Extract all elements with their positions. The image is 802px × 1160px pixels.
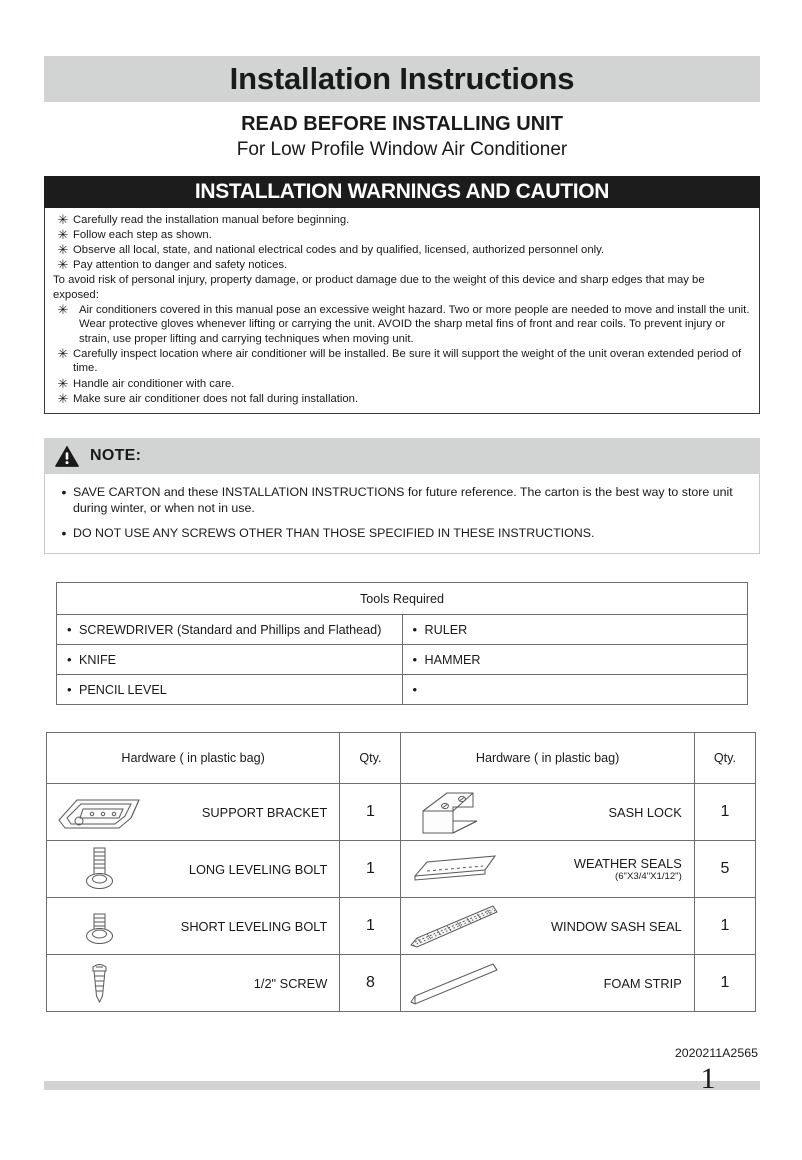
- warnings-body: [44, 208, 760, 414]
- hardware-item-long-leveling-bolt: [47, 841, 340, 898]
- bullet-icon: •: [61, 525, 67, 541]
- note-header: [44, 438, 760, 474]
- warnings-section: [44, 176, 760, 414]
- tool-label: PENCIL LEVEL: [79, 683, 167, 697]
- note-item: [55, 525, 749, 541]
- hardware-qty: 1: [694, 784, 755, 841]
- page-title: Installation Instructions: [229, 61, 575, 96]
- table-row: [57, 675, 748, 705]
- note-body: [44, 474, 760, 554]
- warning-item-text: Handle air conditioner with care.: [73, 377, 235, 390]
- note-item-text: SAVE CARTON and these INSTALLATION INSTRUCTIONS for future reference. The carton is the best way to store unit during winter, or when not in use.: [73, 485, 733, 515]
- tool-cell: [402, 645, 748, 675]
- bullet-icon: •: [412, 622, 418, 637]
- hardware-qty: 1: [340, 784, 401, 841]
- hardware-item-support-bracket: [47, 784, 340, 841]
- bullet-icon: •: [67, 652, 72, 667]
- warning-item: [53, 347, 751, 376]
- hardware-item-names: [503, 976, 683, 991]
- half-inch-screw-icon: [53, 958, 149, 1008]
- long-leveling-bolt-icon: [53, 844, 149, 894]
- hardware-item-names: [503, 805, 683, 820]
- hardware-item-names: [503, 919, 683, 934]
- warning-item: [53, 258, 751, 273]
- sash-lock-icon: [407, 787, 503, 837]
- warning-item-text: Make sure air conditioner does not fall during installation.: [73, 392, 359, 405]
- warning-item-text: Carefully inspect location where air conditioner will be installed. Be sure it will support the weight of the unit overan extended period of time.: [73, 347, 742, 375]
- hardware-item-window-sash-seal: [401, 898, 694, 955]
- asterisk-icon: ✳: [57, 242, 69, 258]
- note-item: [55, 484, 749, 516]
- asterisk-icon: ✳: [57, 390, 69, 406]
- hardware-item-label: SUPPORT BRACKET: [201, 804, 328, 820]
- bullet-icon: •: [67, 682, 72, 697]
- hardware-item-names: [149, 919, 329, 934]
- bullet-icon: •: [61, 484, 67, 500]
- warning-item: [53, 243, 751, 258]
- tools-required-table: [56, 582, 748, 705]
- hardware-item-half-inch-screw: [47, 955, 340, 1012]
- hardware-item-weather-seals: [401, 841, 694, 898]
- hardware-header-right: Hardware ( in plastic bag): [401, 733, 694, 784]
- warning-item-text: Follow each step as shown.: [73, 229, 212, 242]
- warnings-heading: INSTALLATION WARNINGS AND CAUTION: [44, 176, 760, 208]
- subtitle-read-before: READ BEFORE INSTALLING UNIT: [241, 113, 563, 135]
- tool-cell: [402, 675, 748, 705]
- tool-label: RULER: [424, 623, 468, 637]
- foam-strip-icon: [407, 958, 503, 1008]
- warning-item-text: Pay attention to danger and safety notices.: [73, 259, 288, 272]
- table-row: [57, 645, 748, 675]
- hardware-item-sublabel: (6"X3/4"X1/12"): [615, 870, 682, 882]
- warning-item: [53, 228, 751, 243]
- hardware-item-short-leveling-bolt: [47, 898, 340, 955]
- tool-label: SCREWDRIVER (Standard and Phillips and Flathead): [79, 623, 382, 637]
- hardware-qty: 5: [694, 841, 755, 898]
- hardware-item-label: WEATHER SEALS: [573, 855, 682, 871]
- hardware-item-names: [149, 976, 329, 991]
- warning-item-text: Observe all local, state, and national electrical codes and by qualified, licensed, authorized personnel only.: [73, 244, 605, 257]
- hardware-header-qty-right: Qty.: [694, 733, 755, 784]
- table-row: [47, 841, 756, 898]
- hardware-table: [46, 732, 756, 1012]
- footer-bar: [44, 1081, 760, 1090]
- tool-cell: [57, 645, 403, 675]
- bullet-icon: •: [412, 652, 418, 667]
- tool-label: KNIFE: [79, 653, 117, 667]
- tool-cell: [57, 615, 403, 645]
- subtitle-product: For Low Profile Window Air Conditioner: [236, 139, 568, 160]
- hardware-header-qty-left: Qty.: [340, 733, 401, 784]
- asterisk-icon: ✳: [57, 345, 69, 361]
- bullet-icon: •: [67, 622, 72, 637]
- hardware-item-label: SHORT LEVELING BOLT: [180, 918, 328, 934]
- short-leveling-bolt-icon: [53, 901, 149, 951]
- warning-item: [53, 377, 751, 392]
- table-row: [47, 898, 756, 955]
- hardware-qty: 1: [340, 898, 401, 955]
- hardware-item-label: WINDOW SASH SEAL: [550, 918, 682, 934]
- hardware-item-names: [149, 805, 329, 820]
- hardware-qty: 1: [694, 955, 755, 1012]
- tool-label: HAMMER: [424, 653, 481, 667]
- hardware-item-names: [149, 862, 329, 877]
- hardware-item-foam-strip: [401, 955, 694, 1012]
- hardware-item-sash-lock: [401, 784, 694, 841]
- asterisk-icon: ✳: [57, 375, 69, 391]
- tool-cell: [57, 675, 403, 705]
- warning-item: [53, 213, 751, 228]
- hardware-item-label: 1/2" SCREW: [253, 975, 328, 991]
- hardware-item-label: SASH LOCK: [608, 804, 682, 820]
- hardware-item-names: [503, 856, 683, 883]
- table-row: [47, 784, 756, 841]
- window-sash-seal-icon: [407, 901, 503, 951]
- bullet-icon: •: [412, 682, 418, 697]
- asterisk-icon: ✳: [57, 301, 69, 317]
- tools-heading: Tools Required: [57, 583, 748, 615]
- warning-item-text: Air conditioners covered in this manual pose an excessive weight hazard. Two or more people are needed to move and install the unit. Wear protective gloves whenever lifting or carrying the unit. AVOID the sharp metal fins of front and rear coils. To prevent injury or strain, use proper lifting and carrying techniques when moving unit.: [79, 303, 750, 345]
- table-row: [57, 615, 748, 645]
- note-label: NOTE:: [90, 447, 142, 464]
- note-section: [44, 438, 760, 554]
- hardware-qty: 8: [340, 955, 401, 1012]
- page-number: 1: [700, 1062, 716, 1095]
- warnings-paragraph: To avoid risk of personal injury, property damage, or product damage due to the weight of this device and sharp edges that may be exposed:: [53, 274, 705, 301]
- hardware-qty: 1: [340, 841, 401, 898]
- asterisk-icon: ✳: [57, 257, 69, 273]
- support-bracket-icon: [53, 787, 149, 837]
- asterisk-icon: ✳: [57, 212, 69, 227]
- tools-header-row: [57, 583, 748, 615]
- document-number: 2020211A2565: [674, 1046, 758, 1060]
- weather-seals-icon: [407, 844, 503, 894]
- hardware-qty: 1: [694, 898, 755, 955]
- table-row: [47, 955, 756, 1012]
- tool-cell: [402, 615, 748, 645]
- hardware-item-label: LONG LEVELING BOLT: [188, 861, 328, 877]
- warning-item-text: Carefully read the installation manual before beginning.: [73, 214, 350, 226]
- warning-item: [53, 392, 751, 407]
- warning-triangle-icon: [54, 444, 80, 468]
- warning-item: [53, 303, 751, 347]
- asterisk-icon: ✳: [57, 227, 69, 243]
- hardware-item-label: FOAM STRIP: [603, 975, 682, 991]
- hardware-header-left: Hardware ( in plastic bag): [47, 733, 340, 784]
- note-item-text: DO NOT USE ANY SCREWS OTHER THAN THOSE SPECIFIED IN THESE INSTRUCTIONS.: [73, 526, 595, 540]
- hardware-header-row: [47, 733, 756, 784]
